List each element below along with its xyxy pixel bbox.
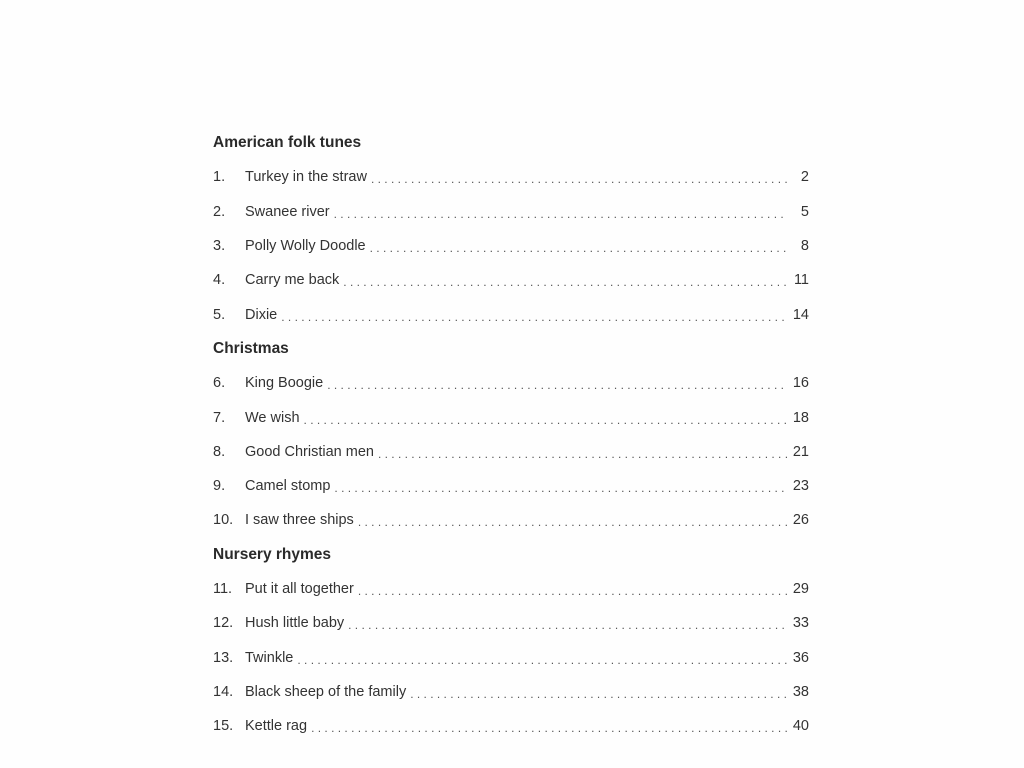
entry-number: 2. (213, 203, 226, 220)
entry-number: 12. (213, 615, 234, 632)
entry-number: 5. (213, 306, 226, 323)
entry-title: Good Christian men (245, 443, 374, 460)
entry-page-number: 2 (800, 169, 809, 186)
entry-title: Twinkle (245, 649, 294, 666)
entry-title: I saw three ships (245, 512, 354, 529)
entry-title: King Boogie (245, 375, 324, 392)
toc-entry (213, 709, 809, 743)
toc-entry (213, 640, 809, 674)
entry-title: We wish (245, 409, 300, 426)
entry-number: 4. (213, 272, 226, 289)
toc-entry (213, 229, 809, 263)
toc-entry (213, 160, 809, 194)
dot-leader (334, 481, 787, 495)
entry-title: Dixie (245, 306, 278, 323)
dot-leader (343, 275, 787, 289)
section-heading: American folk tunes (213, 134, 362, 152)
dot-leader (358, 515, 787, 529)
entry-page-number: 11 (793, 272, 809, 289)
toc-entry (213, 366, 809, 400)
dot-leader (327, 378, 787, 392)
dot-leader (370, 241, 787, 255)
entry-page-number: 16 (792, 375, 809, 392)
toc-entry (213, 263, 809, 297)
dot-leader (311, 721, 787, 735)
entry-page-number: 26 (792, 512, 809, 529)
dot-leader (378, 447, 787, 461)
toc-entry (213, 435, 809, 469)
entry-page-number: 38 (792, 683, 809, 700)
entry-page-number: 36 (792, 649, 809, 666)
entry-page-number: 5 (800, 203, 809, 220)
entry-page-number: 29 (792, 581, 809, 597)
entry-title: Swanee river (245, 203, 330, 220)
entry-page-number: 14 (792, 306, 809, 323)
entry-number: 14. (213, 683, 234, 700)
entry-title: Carry me back (245, 272, 340, 289)
toc-entry (213, 675, 809, 709)
toc-entry (213, 400, 809, 434)
section-heading: Christmas (213, 339, 289, 357)
entry-page-number: 33 (792, 615, 809, 632)
dot-leader (297, 653, 787, 667)
dot-leader (304, 413, 787, 427)
toc-entry (213, 469, 809, 503)
entry-page-number: 23 (792, 478, 809, 495)
toc-entry (213, 606, 809, 640)
entry-number: 10. (213, 512, 234, 529)
entry-number: 8. (213, 443, 226, 460)
dot-leader (410, 687, 787, 701)
toc-entry (213, 195, 809, 229)
dot-leader (281, 310, 787, 324)
entry-page-number: 8 (800, 238, 809, 255)
dot-leader (348, 618, 787, 632)
toc-entry (213, 572, 809, 606)
entry-number: 13. (213, 649, 234, 666)
entry-title: Hush little baby (245, 615, 345, 632)
entry-number: 15. (213, 718, 234, 735)
dot-leader (371, 172, 787, 186)
entry-number: 11. (213, 581, 233, 597)
entry-page-number: 21 (792, 443, 809, 460)
entry-number: 9. (213, 478, 226, 495)
dot-leader (334, 207, 787, 221)
toc-entry (213, 297, 809, 331)
entry-number: 1. (213, 169, 226, 186)
entry-page-number: 40 (792, 718, 809, 735)
table-of-contents (213, 126, 809, 743)
entry-title: Turkey in the straw (245, 169, 367, 186)
entry-number: 6. (213, 375, 226, 392)
entry-number: 7. (213, 409, 226, 426)
section-heading: Nursery rhymes (213, 545, 332, 563)
entry-number: 3. (213, 238, 226, 255)
entry-title: Polly Wolly Doodle (245, 238, 366, 255)
entry-title: Camel stomp (245, 478, 331, 495)
entry-title: Black sheep of the family (245, 683, 407, 700)
entry-page-number: 18 (792, 409, 809, 426)
entry-title: Put it all together (245, 581, 354, 597)
dot-leader (358, 584, 787, 598)
toc-entry (213, 503, 809, 537)
entry-title: Kettle rag (245, 718, 308, 735)
